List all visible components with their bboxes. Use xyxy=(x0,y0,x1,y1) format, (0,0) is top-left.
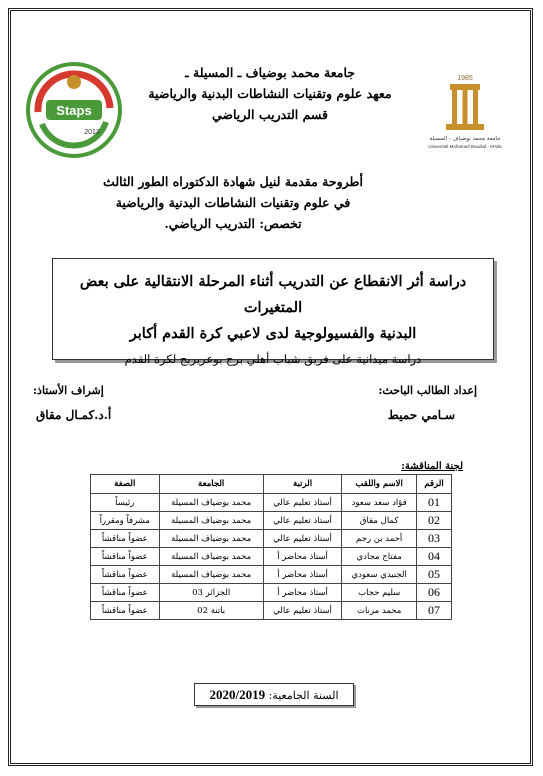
header-rank: الرتبة xyxy=(263,475,342,494)
row-number: 05 xyxy=(417,566,452,584)
table-row xyxy=(91,512,452,530)
table-row xyxy=(91,530,452,548)
row-role: عضواً مناقشاً xyxy=(91,566,160,584)
table-row xyxy=(91,494,452,512)
row-number: 03 xyxy=(417,530,452,548)
student-name: سـامي حميط xyxy=(387,408,455,422)
row-number: 06 xyxy=(417,584,452,602)
row-rank: أستاذ تعليم عالي xyxy=(263,494,342,512)
row-number: 02 xyxy=(417,512,452,530)
row-university: محمد بوضياف المسيلة xyxy=(159,530,263,548)
title-line-1: دراسة أثر الانقطاع عن التدريب أثناء المرحلة الانتقالية على بعض المتغيرات xyxy=(79,273,467,316)
row-number: 07 xyxy=(417,602,452,620)
table-row xyxy=(91,584,452,602)
header-number: الرقم xyxy=(417,475,452,494)
row-role: رئيساً xyxy=(91,494,160,512)
header-name: الاسم واللقب xyxy=(342,475,417,494)
academic-year-value: 2020/2019 xyxy=(209,687,266,702)
university-name: جامعة محمد بوضياف ـ المسيلة ـ xyxy=(185,65,355,80)
row-university: محمد بوضياف المسيلة xyxy=(159,566,263,584)
staps-logo xyxy=(24,60,124,160)
row-number: 01 xyxy=(417,494,452,512)
thesis-specialty: تخصص: التدريب الرياضي. xyxy=(164,216,302,231)
university-logo-name-fr: Université Mohamed Boudiaf - M'sila xyxy=(428,144,502,149)
row-name: محمد مرنات xyxy=(342,602,417,620)
row-rank: أستاذ محاضر أ xyxy=(263,548,342,566)
header-role: الصفة xyxy=(91,475,160,494)
institute-name: معهد علوم وتقنيات النشاطات البدنية والرياضية xyxy=(148,86,392,101)
title-line-2: البدنية والفسيولوجية لدى لاعبي كرة القدم أكابر xyxy=(129,325,417,342)
header-block xyxy=(130,62,410,125)
staps-logo-year: 2013 xyxy=(84,129,100,136)
row-name: فؤاد سعد سعود xyxy=(342,494,417,512)
row-rank: أستاذ تعليم عالي xyxy=(263,530,342,548)
row-university: الجزائر 03 xyxy=(159,584,263,602)
supervisor-name: أ.د.كمـال مقاق xyxy=(36,408,112,422)
supervisor-label: إشراف الأستاذ: xyxy=(33,384,104,397)
row-role: عضواً مناقشاً xyxy=(91,548,160,566)
row-rank: أستاذ تعليم عالي xyxy=(263,602,342,620)
row-university: باتنة 02 xyxy=(159,602,263,620)
title-subtitle: دراسة ميدانية على فريق شباب أهلي برج بوعريريج لكرة القدم xyxy=(124,352,422,366)
table-row xyxy=(91,548,452,566)
header-university: الجامعة xyxy=(159,475,263,494)
row-university: محمد بوضياف المسيلة xyxy=(159,512,263,530)
row-rank: أستاذ تعليم عالي xyxy=(263,512,342,530)
row-role: عضواً مناقشاً xyxy=(91,530,160,548)
row-name: الجنيدي سعودي xyxy=(342,566,417,584)
row-university: محمد بوضياف المسيلة xyxy=(159,494,263,512)
row-name: سليم حجاب xyxy=(342,584,417,602)
table-row xyxy=(91,602,452,620)
jury-table-header xyxy=(91,475,452,494)
row-name: مفتاح مجادي xyxy=(342,548,417,566)
row-rank: أستاذ محاضر أ xyxy=(263,566,342,584)
academic-year-box xyxy=(194,683,354,706)
row-role: عضواً مناقشاً xyxy=(91,602,160,620)
row-university: محمد بوضياف المسيلة xyxy=(159,548,263,566)
row-name: كمال مقاق xyxy=(342,512,417,530)
jury-table xyxy=(90,474,452,620)
thesis-block xyxy=(83,171,383,234)
thesis-line-1: أطروحة مقدمة لنيل شهادة الدكتوراه الطور الثالث xyxy=(103,174,363,189)
table-row xyxy=(91,566,452,584)
title-box xyxy=(52,258,494,366)
prepared-by-label: إعداد الطالب الباحث: xyxy=(378,384,477,397)
university-logo-name-ar: جامعة محمد بوضياف - المسيلة xyxy=(429,136,501,142)
row-role: مشرفاً ومقرراً xyxy=(91,512,160,530)
academic-year-label: السنة الجامعية: xyxy=(268,689,339,702)
row-number: 04 xyxy=(417,548,452,566)
department-name: قسم التدريب الرياضي xyxy=(211,107,329,122)
thesis-line-2: في علوم وتقنيات النشاطات البدنية والرياضية xyxy=(115,195,351,210)
row-role: عضواً مناقشاً xyxy=(91,584,160,602)
university-logo xyxy=(420,72,510,152)
row-rank: أستاذ محاضر أ xyxy=(263,584,342,602)
row-name: أحمد بن رجم xyxy=(342,530,417,548)
committee-label: لجنة المناقشة: xyxy=(401,461,463,472)
staps-logo-text: Staps xyxy=(56,103,92,118)
university-logo-year: 1985 xyxy=(457,75,473,82)
